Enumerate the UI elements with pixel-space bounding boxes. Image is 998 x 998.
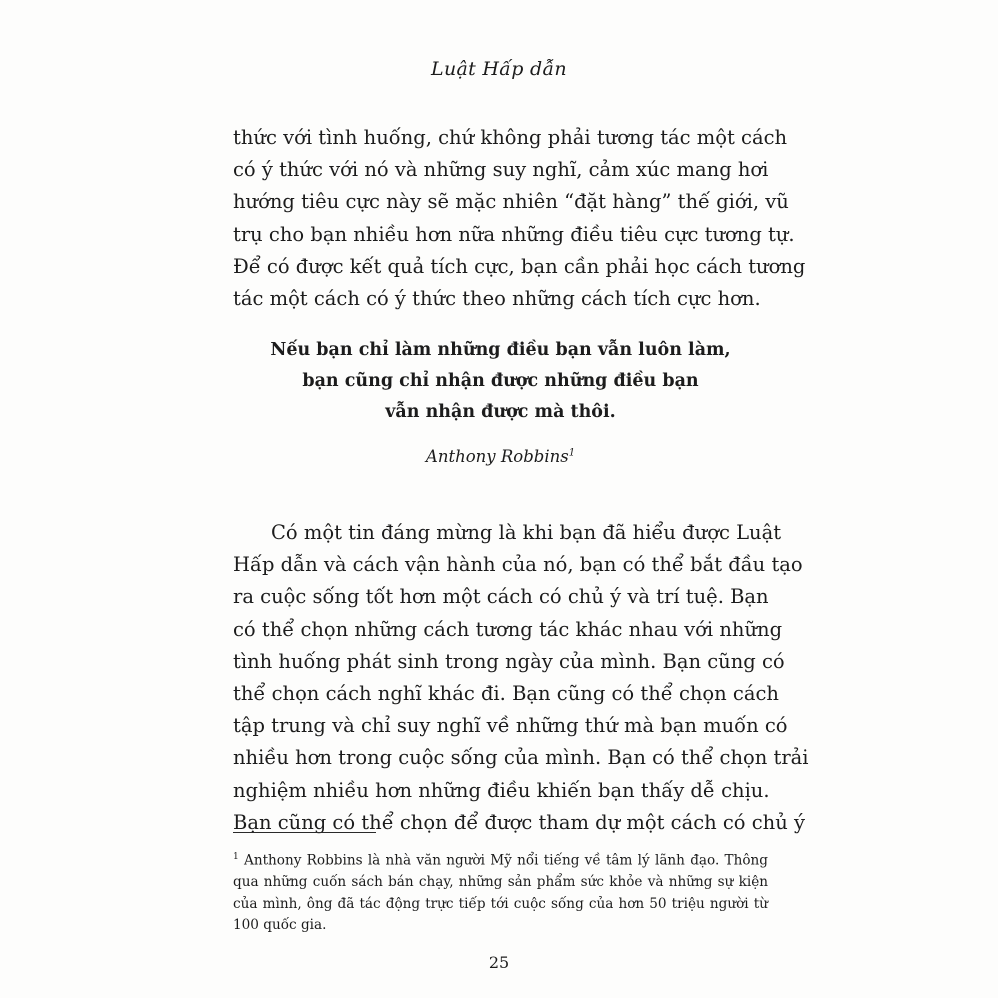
footnote-text: Anthony Robbins là nhà văn người Mỹ nổi tiếng về tâm lý lãnh đạo. Thông — [244, 852, 768, 869]
paragraph-line: thức với tình huống, chứ không phải tương tác một cách — [233, 126, 788, 149]
quote-line: vẫn nhận được mà thôi. — [385, 402, 616, 422]
footnote-line: qua những cuốn sách bán chạy, những sản phẩm sức khỏe và những sự kiện — [233, 874, 768, 891]
paragraph-line: trụ cho bạn nhiều hơn nữa những điều tiêu cực tương tự. — [233, 222, 795, 246]
paragraph-1 — [233, 122, 806, 315]
paragraph-line: ra cuộc sống tốt hơn một cách có chủ ý và trí tuệ. Bạn — [233, 585, 769, 609]
epigraph-quote — [233, 335, 768, 428]
page-number: 25 — [488, 953, 510, 972]
footnote-line: 100 quốc gia. — [233, 917, 327, 934]
paragraph-line: thể chọn cách nghĩ khác đi. Bạn cũng có thể chọn cách — [233, 682, 779, 706]
paragraph-line: Có một tin đáng mừng là khi bạn đã hiểu được Luật — [271, 521, 782, 544]
footnote-divider — [233, 832, 376, 833]
quote-author-name: Anthony Robbins — [425, 447, 569, 466]
paragraph-line: nghiệm nhiều hơn những điều khiến bạn thấy dễ chịu. — [233, 778, 770, 802]
paragraph-line: nhiều hơn trong cuộc sống của mình. Bạn có thể chọn trải — [233, 746, 809, 770]
paragraph-line: tập trung và chỉ suy nghĩ về những thứ mà bạn muốn có — [233, 714, 788, 738]
footnote-marker: 1 — [233, 852, 239, 862]
paragraph-line: Để có được kết quả tích cực, bạn cần phải học cách tương — [233, 254, 806, 278]
paragraph-line: có ý thức với nó và những suy nghĩ, cảm xúc mang hơi — [233, 158, 769, 182]
footnote-reference: 1 — [568, 447, 576, 459]
quote-line: bạn cũng chỉ nhận được những điều bạn — [302, 371, 699, 391]
paragraph-line: Bạn cũng có thể chọn để được tham dự một cách có chủ ý — [233, 810, 805, 834]
quote-line: Nếu bạn chỉ làm những điều bạn vẫn luôn làm, — [270, 340, 731, 360]
paragraph-line: hướng tiêu cực này sẽ mặc nhiên “đặt hàng” thế giới, vũ — [233, 190, 789, 214]
paragraph-2 — [233, 517, 809, 839]
paragraph-line: có thể chọn những cách tương tác khác nhau với những — [233, 617, 783, 641]
paragraph-line: tác một cách có ý thức theo những cách tích cực hơn. — [233, 287, 761, 311]
quote-author — [233, 447, 768, 466]
paragraph-line: Hấp dẫn và cách vận hành của nó, bạn có thể bắt đầu tạo — [233, 553, 803, 577]
footnote — [233, 847, 768, 937]
footnote-line — [233, 847, 768, 872]
running-head: Luật Hấp dẫn — [431, 58, 567, 80]
paragraph-line: tình huống phát sinh trong ngày của mình. Bạn cũng có — [233, 649, 785, 673]
footnote-line: của mình, ông đã tác động trực tiếp tới cuộc sống của hơn 50 triệu người từ — [233, 895, 768, 912]
